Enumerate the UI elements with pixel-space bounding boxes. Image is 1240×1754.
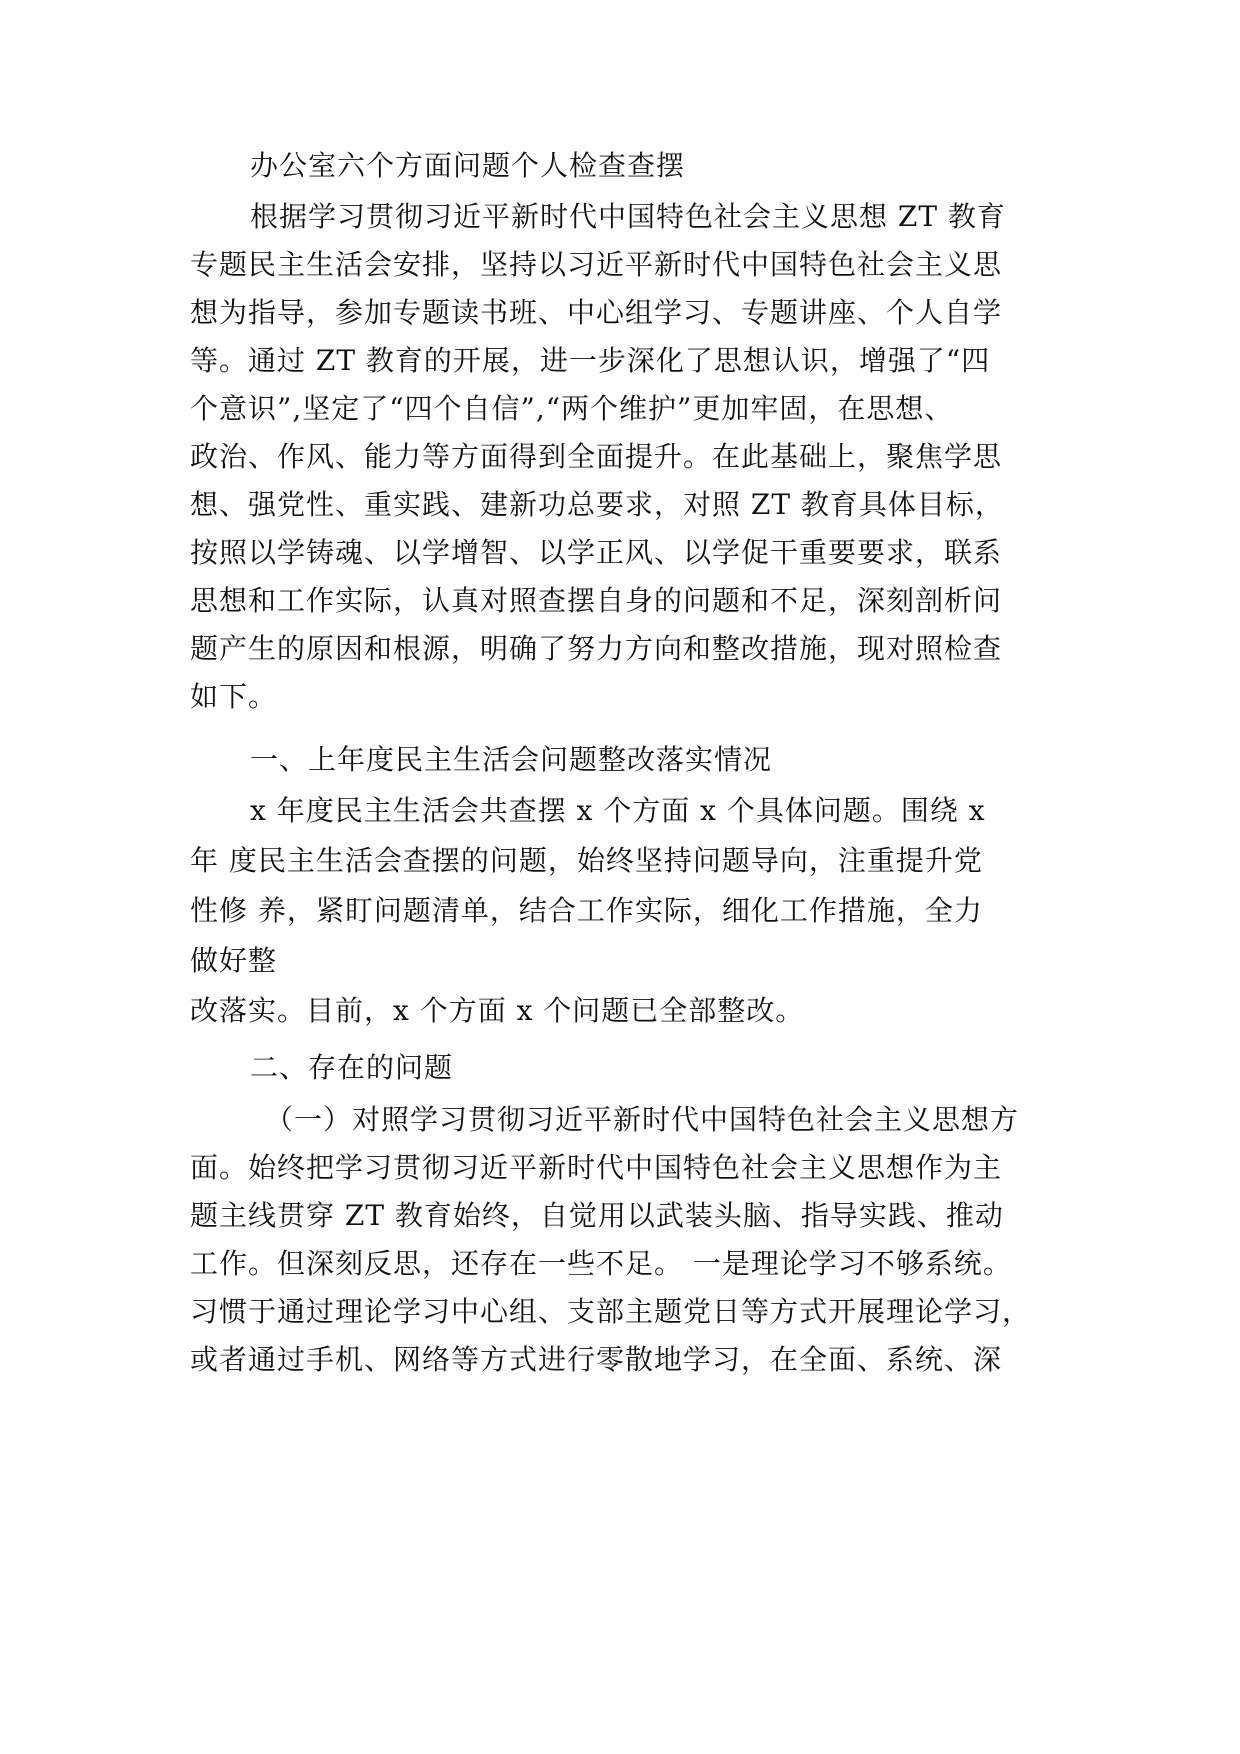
section1-line-1: x 年度民主生活会共查摆 x 个方面 x 个具体问题。围绕 x <box>250 794 986 827</box>
intro-line-2: 专题民主生活会安排，坚持以习近平新时代中国特色社会主义思 <box>190 248 1003 281</box>
intro-line-11: 如下。 <box>190 680 278 713</box>
section-heading-2: 二、存在的问题 <box>250 1051 454 1084</box>
section2-line-1: （一）对照学习贯彻习近平新时代中国特色社会主义思想方 <box>265 1103 1020 1136</box>
section2-line-6: 或者通过手机、网络等方式进行零散地学习，在全面、系统、深 <box>190 1343 1003 1376</box>
intro-line-5: 个意识”,坚定了“四个自信”,“两个维护”更加牢固，在思想、 <box>190 392 954 425</box>
section1-line-5: 改落实。目前，x 个方面 x 个问题已全部整改。 <box>190 994 805 1027</box>
intro-line-3: 想为指导，参加专题读书班、中心组学习、专题讲座、个人自学 <box>190 296 1003 329</box>
intro-line-6: 政治、作风、能力等方面得到全面提升。在此基础上，聚焦学思 <box>190 440 1003 473</box>
intro-line-4: 等。通过 ZT 教育的开展，进一步深化了思想认识，增强了“四 <box>190 344 991 377</box>
section2-line-3: 题主线贯穿 ZT 教育始终，自觉用以武装头脑、指导实践、推动 <box>190 1199 1004 1232</box>
section2-line-4: 工作。但深刻反思，还存在一些不足。 一是理论学习不够系统。 <box>190 1247 1012 1280</box>
section-heading-1: 一、上年度民主生活会问题整改落实情况 <box>250 743 773 776</box>
intro-line-10: 题产生的原因和根源，明确了努力方向和整改措施，现对照检查 <box>190 632 1003 665</box>
section1-line-3: 性修 养，紧盯问题清单，结合工作实际，细化工作措施，全力 <box>190 894 983 927</box>
section1-line-2: 年 度民主生活会查摆的问题，始终坚持问题导向，注重提升党 <box>190 844 983 877</box>
intro-line-8: 按照以学铸魂、以学增智、以学正风、以学促干重要要求，联系 <box>190 536 1003 569</box>
document-title: 办公室六个方面问题个人检查查摆 <box>250 149 686 182</box>
section2-line-5: 习惯于通过理论学习中心组、支部主题党日等方式开展理论学习， <box>190 1295 1032 1328</box>
intro-line-9: 思想和工作实际，认真对照查摆自身的问题和不足，深刻剖析问 <box>190 584 1003 617</box>
intro-line-1: 根据学习贯彻习近平新时代中国特色社会主义思想 ZT 教育 <box>250 200 1006 233</box>
section1-line-4: 做好整 <box>190 944 278 977</box>
intro-line-7: 想、强党性、重实践、建新功总要求，对照 ZT 教育具体目标， <box>190 488 1004 521</box>
section2-line-2: 面。始终把学习贯彻习近平新时代中国特色社会主义思想作为主 <box>190 1151 1003 1184</box>
